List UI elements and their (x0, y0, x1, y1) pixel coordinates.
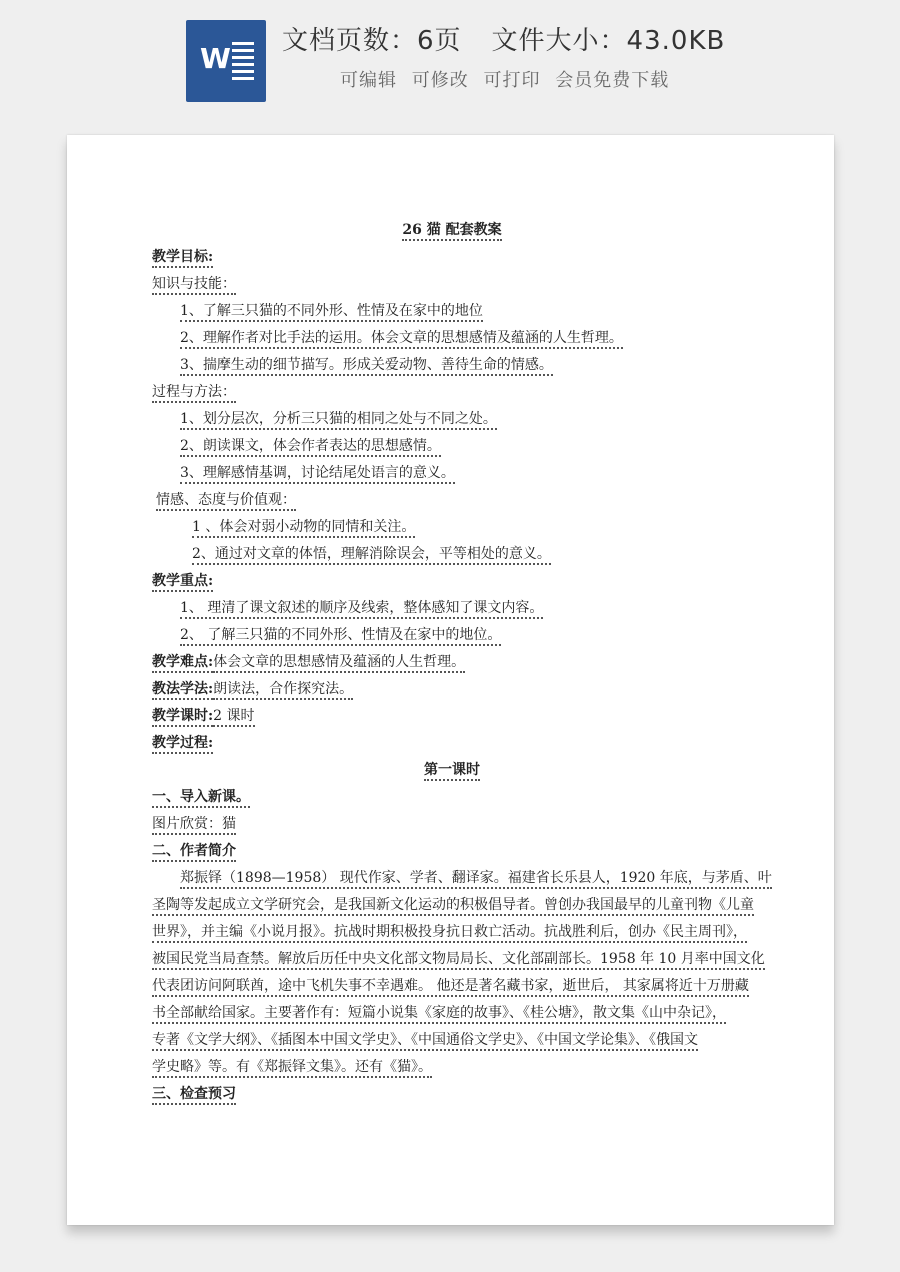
bio-line: 圣陶等发起成立文学研究会，是我国新文化运动的积极倡导者。曾创办我国最早的儿童刊物《儿童 (152, 892, 752, 919)
section-text: 图片欣赏：猫 (152, 811, 752, 838)
feature-printable: 可打印 (483, 70, 541, 91)
emotion-item: 2、通过对文章的体悟，理解消除误会，平等相处的意义。 (152, 541, 752, 568)
bio-line: 世界》，并主编《小说月报》。抗战时期积极投身抗日救亡活动。抗战胜利后，创办《民主周刊》， (152, 919, 752, 946)
key-item: 1、 理清了课文叙述的顺序及线索，整体感知了课文内容。 (152, 595, 752, 622)
process-item: 1、划分层次，分析三只猫的相同之处与不同之处。 (152, 406, 752, 433)
hours-line: 教学课时:2 课时 (152, 703, 752, 730)
document-page (67, 135, 834, 1225)
bio-line: 专著《文学大纲》、《插图本中国文学史》、《中国通俗文学史》、《中国文学论集》、《俄国文 (152, 1027, 752, 1054)
section-heading: 一、导入新课。 (152, 784, 752, 811)
knowledge-item: 3、揣摩生动的细节描写。形成关爱动物、善待生命的情感。 (152, 352, 752, 379)
emotion-item: 1 、体会对弱小动物的同情和关注。 (152, 514, 752, 541)
process-heading: 过程与方法： (152, 379, 752, 406)
knowledge-item: 2、理解作者对比手法的运用。体会文章的思想感情及蕴涵的人生哲理。 (152, 325, 752, 352)
emotion-heading: 情感、态度与价值观： (152, 487, 752, 514)
knowledge-heading: 知识与技能： (152, 271, 752, 298)
download-header (0, 0, 900, 120)
document-meta (282, 20, 725, 57)
lesson-title: 第一课时 (152, 757, 752, 784)
section-heading: 二、作者简介 (152, 838, 752, 865)
feature-list (340, 66, 677, 92)
document-body (152, 217, 772, 1108)
bio-line: 学史略》等。有《郑振铎文集》。还有《猫》。 (152, 1054, 752, 1081)
key-item: 2、 了解三只猫的不同外形、性情及在家中的地位。 (152, 622, 752, 649)
bio-line: 被国民党当局查禁。解放后历任中央文化部文物局局长、文化部副部长。1958 年 10 月率中国文化 (152, 946, 752, 973)
procedure-heading: 教学过程: (152, 730, 752, 757)
feature-editable: 可编辑 (340, 70, 397, 91)
key-heading: 教学重点: (152, 568, 752, 595)
knowledge-item: 1、了解三只猫的不同外形、性情及在家中的地位 (152, 298, 752, 325)
process-item: 3、理解感情基调，讨论结尾处语言的意义。 (152, 460, 752, 487)
author-bio (152, 865, 772, 1081)
file-size: 文件大小：43.0KB (491, 26, 726, 56)
bio-line: 书全部献给国家。主要著作有：短篇小说集《家庭的故事》、《桂公塘》，散文集《山中杂记》， (152, 1000, 752, 1027)
feature-modifiable: 可修改 (411, 70, 469, 91)
page-count: 文档页数：6页 (282, 26, 462, 56)
goal-heading: 教学目标: (152, 244, 752, 271)
bio-line: 郑振铎（1898—1958） 现代作家、学者、翻译家。福建省长乐县人，1920 年底，与茅盾、叶 (152, 865, 752, 892)
word-document-icon: W (186, 20, 266, 102)
process-item: 2、朗读课文，体会作者表达的思想感情。 (152, 433, 752, 460)
section-heading: 三、检查预习 (152, 1081, 752, 1108)
feature-member-download: 会员免费下载 (555, 70, 670, 91)
method-line: 教法学法:朗读法，合作探究法。 (152, 676, 752, 703)
bio-line: 代表团访问阿联酋，途中飞机失事不幸遇难。 他还是著名藏书家，逝世后， 其家属将近十万册藏 (152, 973, 752, 1000)
doc-title: 26 猫 配套教案 (152, 217, 752, 244)
difficulty-line: 教学难点:体会文章的思想感情及蕴涵的人生哲理。 (152, 649, 752, 676)
